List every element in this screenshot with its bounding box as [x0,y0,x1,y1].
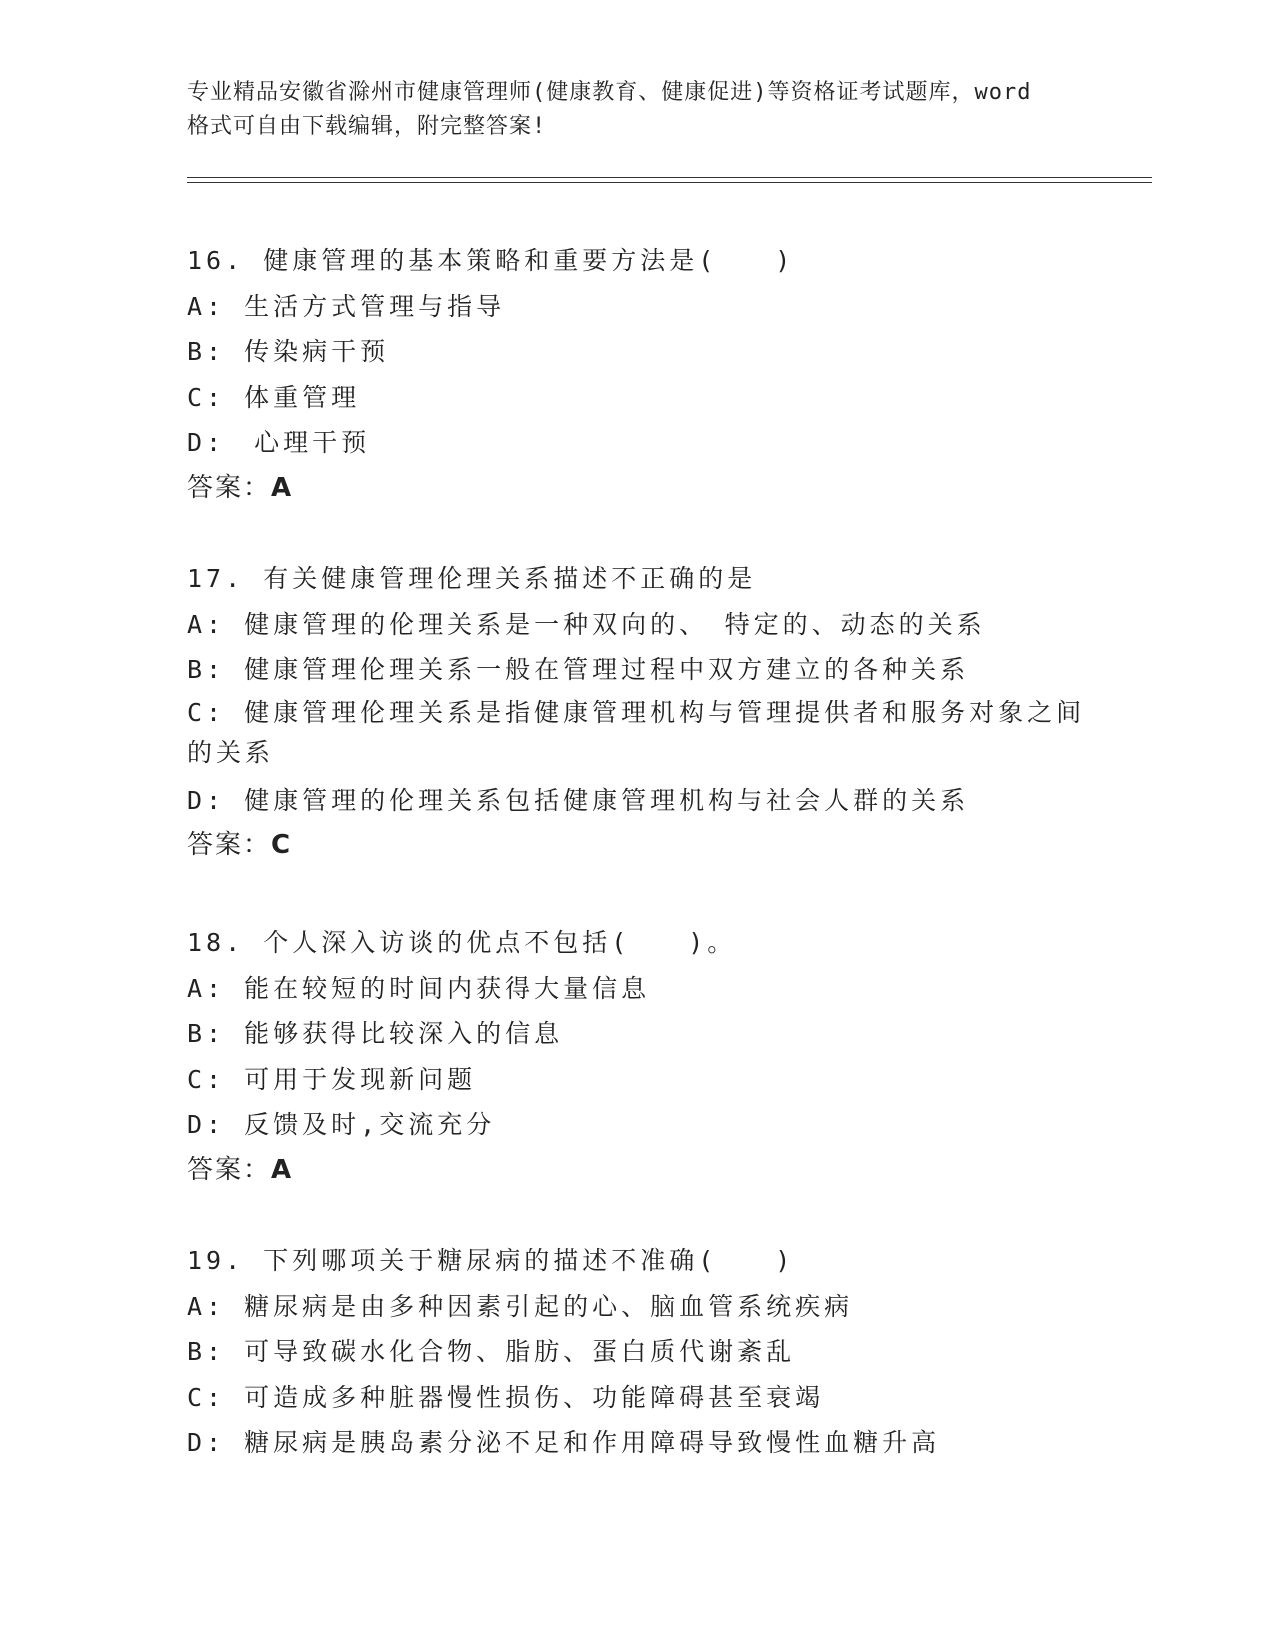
answer-line [187,1148,1087,1194]
answer-label: 答案： [187,1154,272,1185]
answer-line [187,466,1087,512]
question-17 [187,556,1087,869]
option-c: C: 可造成多种脏器慢性损伤、功能障碍甚至衰竭 [187,1382,825,1412]
answer-value: C [271,830,293,860]
answer-line [187,823,1087,869]
question-stem: 19. 下列哪项关于糖尿病的描述不准确( ) [187,1246,795,1275]
option-a: A: 健康管理的伦理关系是一种双向的、 特定的、动态的关系 [187,609,986,639]
question-stem: 16. 健康管理的基本策略和重要方法是( ) [187,246,795,275]
option-b: B: 传染病干预 [187,337,390,366]
answer-label: 答案： [187,472,272,503]
option-c: C: 可用于发现新问题 [187,1064,477,1094]
option-c: C: 体重管理 [187,382,361,412]
option-b: B: 可导致碳水化合物、脂肪、蛋白质代谢紊乱 [187,1337,796,1366]
header-divider-bottom [187,182,1152,183]
question-18 [187,920,1087,1193]
option-d: D: 健康管理的伦理关系包括健康管理机构与社会人群的关系 [187,785,970,815]
option-b: B: 健康管理伦理关系一般在管理过程中双方建立的各种关系 [187,655,970,684]
header-divider-top [187,177,1152,178]
option-a: A: 糖尿病是由多种因素引起的心、脑血管系统疾病 [187,1291,854,1321]
option-b: B: 能够获得比较深入的信息 [187,1019,564,1048]
header-line-2: 格式可自由下载编辑，附完整答案! [187,114,547,139]
question-19 [187,1238,1087,1466]
option-d: D: 反馈及时,交流充分 [187,1110,496,1139]
option-d: D: 心理干预 [187,428,371,457]
question-stem: 18. 个人深入访谈的优点不包括( )。 [187,928,737,957]
document-header [187,76,1087,144]
option-a: A: 生活方式管理与指导 [187,291,506,321]
answer-value: A [271,472,294,503]
answer-value: A [271,1154,294,1185]
question-stem: 17. 有关健康管理伦理关系描述不正确的是 [187,564,757,593]
option-d: D: 糖尿病是胰岛素分泌不足和作用障碍导致慢性血糖升高 [187,1428,941,1457]
option-c: C: 健康管理伦理关系是指健康管理机构与管理提供者和服务对象之间的关系 [187,697,1086,767]
option-a: A: 能在较短的时间内获得大量信息 [187,973,651,1003]
question-16 [187,238,1087,511]
header-line-1: 专业精品安徽省滁州市健康管理师(健康教育、健康促进)等资格证考试题库，word [187,80,1032,105]
answer-label: 答案： [187,830,272,860]
